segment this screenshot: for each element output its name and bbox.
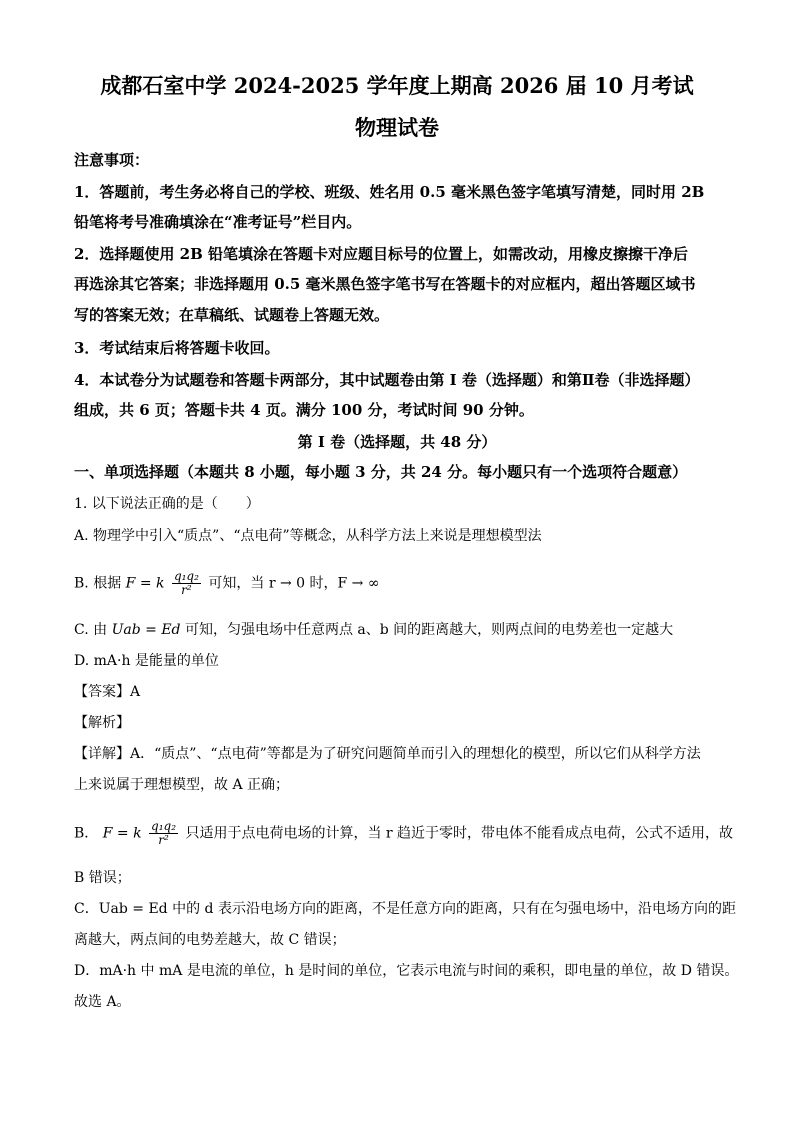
detail-coulomb-fraction	[149, 820, 178, 847]
notice-item-4a: 4．本试卷分为试题卷和答题卡两部分，其中试题卷由第 Ⅰ 卷（选择题）和第Ⅱ卷（非选择题）	[74, 371, 700, 389]
answer-line: 【答案】A	[74, 684, 141, 700]
notice-item-1a: 1．答题前，考生务必将自己的学校、班级、姓名用 0.5 毫米黑色签字笔填写清楚，同时用 2B	[74, 183, 705, 201]
exam-title: 成都石室中学 2024-2025 学年度上期高 2026 届 10 月考试	[100, 73, 694, 98]
detail-b-suffix: 只适用于点电荷电场的计算，当 r 趋近于零时，带电体不能看成点电荷，公式不适用，故	[185, 825, 734, 842]
section-title: 第 Ⅰ 卷（选择题，共 48 分）	[297, 433, 497, 451]
option-b-suffix: 可知，当 r → 0 时，F → ∞	[208, 575, 380, 592]
option-c-suffix: 可知，匀强电场中任意两点 a、b 间的距离越大，则两点间的电势差也一定越大	[184, 622, 674, 638]
exam-subtitle: 物理试卷	[355, 115, 439, 140]
option-c-prefix: C. 由	[74, 622, 108, 638]
detail-fraction-numerator: q₁q₂	[151, 819, 177, 833]
option-d: D. mA·h 是能量的单位	[74, 653, 219, 669]
detail-b-line-1	[74, 819, 734, 847]
question-1-stem: 1. 以下说法正确的是（ ）	[74, 496, 260, 512]
detail-a-line-1: 【详解】A．“质点”、“点电荷”等都是为了研究问题简单而引入的理想化的模型，所以它们从科学方法	[74, 746, 701, 762]
notice-item-1b: 铅笔将考号准确填涂在“准考证号”栏目内。	[74, 213, 362, 231]
coulomb-fraction	[172, 570, 201, 597]
field-formula: Uab = Ed	[111, 622, 181, 638]
analysis-label: 【解析】	[74, 715, 130, 731]
detail-fraction-denominator: r²	[158, 833, 169, 847]
option-b	[74, 570, 730, 597]
detail-c-line-1: C．Uab = Ed 中的 d 表示沿电场方向的距离，不是任意方向的距离，只有在匀强电场中，沿电场方向的距	[74, 901, 736, 917]
coulomb-formula-lhs: F = k	[125, 575, 165, 592]
notice-heading: 注意事项：	[74, 151, 150, 169]
option-a: A. 物理学中引入“质点”、“点电荷”等概念，从科学方法上来说是理想模型法	[74, 528, 542, 544]
detail-b-line-2: B 错误；	[74, 870, 131, 886]
notice-item-2c: 写的答案无效；在草稿纸、试题卷上答题无效。	[74, 306, 390, 324]
fraction-numerator: q₁q₂	[173, 569, 199, 583]
option-c	[74, 620, 730, 640]
part-heading: 一、单项选择题（本题共 8 小题，每小题 3 分，共 24 分。每小题只有一个选项符合题意）	[74, 463, 688, 481]
fraction-denominator: r²	[181, 583, 192, 597]
conclusion: 故选 A。	[74, 994, 131, 1010]
notice-item-2b: 再选涂其它答案；非选择题用 0.5 毫米黑色签字笔书写在答题卡的对应框内，超出答题区域书	[74, 275, 696, 293]
detail-c-line-2: 离越大，两点间的电势差越大，故 C 错误；	[74, 932, 346, 948]
detail-b-prefix: B．	[74, 825, 99, 842]
notice-item-4b: 组成，共 6 页；答题卡共 4 页。满分 100 分，考试时间 90 分钟。	[74, 401, 534, 419]
detail-a-line-2: 上来说属于理想模型，故 A 正确；	[74, 777, 290, 793]
option-b-prefix: B. 根据	[74, 575, 122, 592]
notice-item-3: 3．考试结束后将答题卡收回。	[74, 339, 280, 357]
notice-item-2a: 2．选择题使用 2B 铅笔填涂在答题卡对应题目标号的位置上，如需改动，用橡皮擦擦干净后	[74, 245, 689, 263]
detail-d: D．mA·h 中 mA 是电流的单位，h 是时间的单位，它表示电流与时间的乘积，即电量的单位，故 D 错误。	[74, 963, 739, 979]
detail-coulomb-lhs: F = k	[102, 825, 142, 842]
